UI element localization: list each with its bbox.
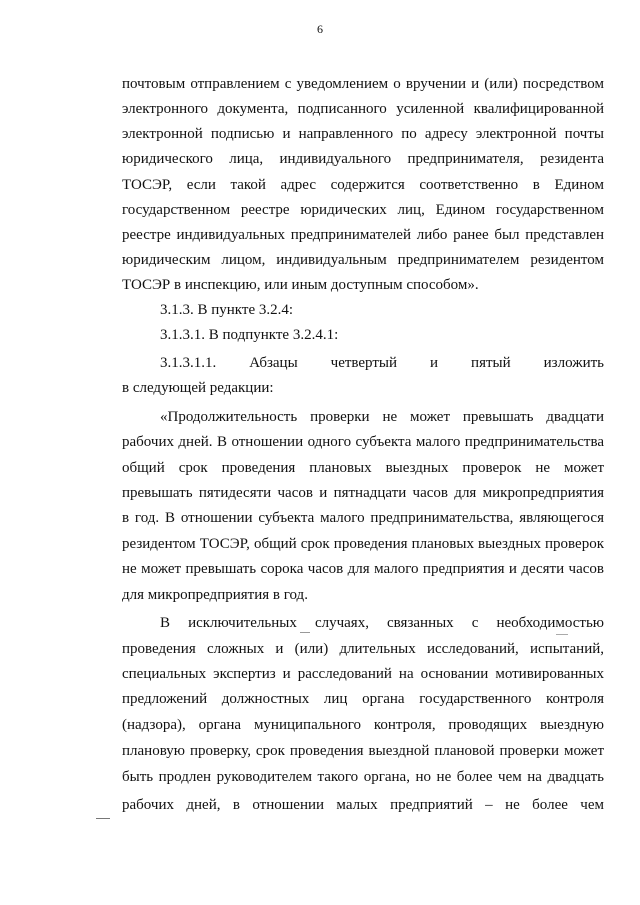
text-line: проведения сложных и (или) длительных исследований, испытаний, (122, 641, 604, 657)
text-line: быть продлен руководителем такого органа, но не более чем на двадцать (122, 769, 604, 785)
text-line: электронной подписью и направленного по адресу электронной почты (122, 126, 604, 142)
scan-mark (556, 634, 568, 635)
scan-mark (96, 818, 110, 819)
text-line: почтовым отправлением с уведомлением о вручении и (или) посредством (122, 76, 604, 92)
section-heading: 3.1.3.1.1. Абзацы четвертый и пятый изложить (160, 355, 604, 371)
text-line: рабочих дней. В отношении одного субъекта малого предпринимательства (122, 434, 604, 450)
text-line: плановую проверку, срок проведения выездной плановой проверки может (122, 743, 604, 759)
text-line: рабочих дней, в отношении малых предприятий – не более чем (122, 797, 604, 813)
page-number: 6 (317, 22, 323, 36)
section-heading: 3.1.3. В пункте 3.2.4: (160, 302, 294, 318)
text-line: в год. В отношении субъекта малого предпринимательства, являющегося (122, 510, 604, 526)
text-line: реестре индивидуальных предпринимателей либо ранее был представлен (122, 227, 604, 243)
text-line: ТОСЭР в инспекцию, или иным доступным способом». (122, 277, 479, 293)
text-line: электронного документа, подписанного усиленной квалифицированной (122, 101, 604, 117)
text-line: в следующей редакции: (122, 380, 274, 396)
text-line: для микропредприятия в год. (122, 587, 308, 603)
text-line: «Продолжительность проверки не может превышать двадцати (160, 409, 604, 425)
text-line: превышать пятидесяти часов и пятнадцати часов для микропредприятия (122, 485, 604, 501)
text-line: юридическим лицом, индивидуальным предпринимателем резидентом (122, 252, 604, 268)
text-line: юридического лица, индивидуального предпринимателя, резидента (122, 151, 604, 167)
text-line: ТОСЭР, если такой адрес содержится соответственно в Едином (122, 177, 604, 193)
text-line: специальных экспертиз и расследований на основании мотивированных (122, 666, 604, 682)
text-line: резидентом ТОСЭР, общий срок проведения плановых выездных проверок (122, 536, 604, 552)
text-line: общий срок проведения плановых выездных проверок не может (122, 460, 604, 476)
text-line: государственном реестре юридических лиц, Едином государственном (122, 202, 604, 218)
section-heading: 3.1.3.1. В подпункте 3.2.4.1: (160, 327, 339, 343)
text-line: не может превышать сорока часов для малого предприятия и десяти часов (122, 561, 604, 577)
text-line: В исключительных случаях, связанных с необходимостью (160, 615, 604, 631)
scan-mark (300, 632, 310, 633)
text-line: предложений должностных лиц органа государственного контроля (122, 691, 604, 707)
text-line: (надзора), органа муниципального контроля, проводящих выездную (122, 717, 604, 733)
